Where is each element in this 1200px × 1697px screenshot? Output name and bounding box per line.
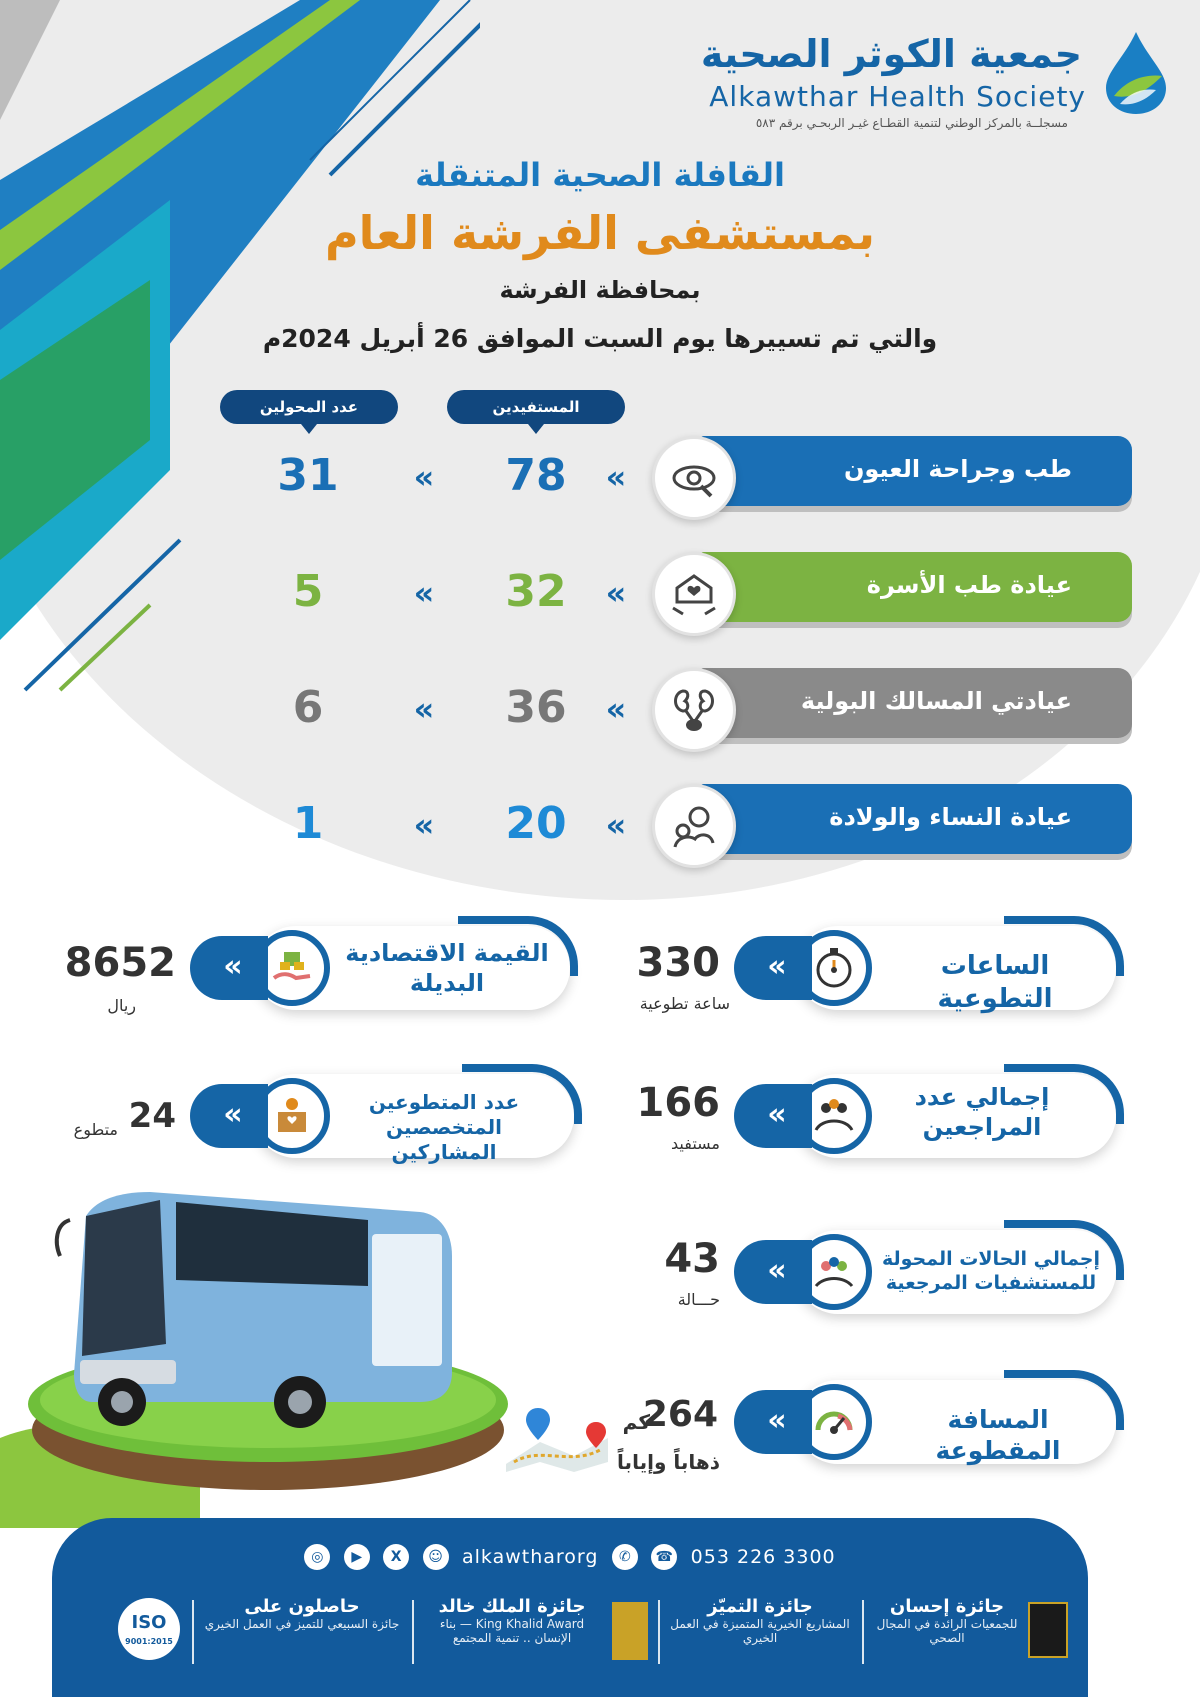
stat-unit-volunteer-hours: ساعة تطوعية bbox=[639, 994, 730, 1013]
clinic-bar-family bbox=[700, 552, 1132, 622]
title-caravan: القافلة الصحية المتنقلة bbox=[415, 156, 785, 194]
award-title: جائزة التميّز bbox=[707, 1596, 813, 1617]
stat-label-volunteer-hours: الساعات التطوعية bbox=[937, 951, 1053, 1014]
chevron-left-icon: « bbox=[190, 1084, 268, 1148]
clinic-referrals-value: 6 bbox=[292, 682, 324, 733]
clinic-name: عيادتي المسالك البولية bbox=[800, 687, 1072, 715]
iso-certification-badge bbox=[118, 1598, 180, 1660]
logo-english: Alkawthar Health Society bbox=[709, 80, 1086, 113]
phone-number[interactable]: 053 226 3300 bbox=[690, 1546, 836, 1568]
clinic-beneficiaries-value: 78 bbox=[505, 450, 567, 501]
social-handle[interactable]: alkawtharorg bbox=[461, 1546, 599, 1568]
divider bbox=[412, 1600, 414, 1664]
chevron-left-icon: « bbox=[734, 1390, 812, 1454]
stat-value-volunteers: 24 bbox=[128, 1096, 176, 1136]
snapchat-icon[interactable]: ☺ bbox=[423, 1544, 449, 1570]
chevron-left-icon: « bbox=[413, 690, 427, 728]
stat-value-distance: 264 bbox=[642, 1394, 718, 1435]
award-king-khalid bbox=[422, 1596, 602, 1645]
referrals-header bbox=[220, 390, 398, 424]
family-care-icon bbox=[652, 552, 736, 636]
award-subtitle: King Khalid Award — بناء الإنسان .. تنمية المجتمع bbox=[439, 1617, 585, 1645]
stat-unit-volunteers: متطوع bbox=[73, 1120, 118, 1139]
chevron-left-icon: « bbox=[605, 574, 619, 612]
stat-label-referred-cases: إجمالي الحالات المحولة للمستشفيات المرجعية bbox=[881, 1248, 1101, 1294]
award-subaie bbox=[202, 1596, 402, 1631]
divider bbox=[658, 1600, 660, 1664]
clinic-bar-eyes bbox=[700, 436, 1132, 506]
logo-registration: مسجلــة بالمركز الوطني لتنمية القطـاع غيـر الربحـي برقم ٥٨٣ bbox=[755, 116, 1068, 130]
chevron-left-icon: « bbox=[605, 806, 619, 844]
clinic-beneficiaries-value: 32 bbox=[505, 566, 567, 617]
stat-value-economic-value: 8652 bbox=[64, 940, 176, 986]
bus-illustration bbox=[0, 1176, 520, 1528]
title-governorate: بمحافظة الفرشة bbox=[499, 276, 701, 304]
stat-value-unit-distance: كم bbox=[622, 1410, 650, 1434]
clinic-beneficiaries-value: 36 bbox=[505, 682, 567, 733]
whatsapp-icon[interactable]: ✆ bbox=[612, 1544, 638, 1570]
clinic-referrals-value: 31 bbox=[277, 450, 339, 501]
logo-arabic: جمعية الكوثر الصحية bbox=[700, 32, 1082, 76]
eye-icon bbox=[652, 436, 736, 520]
x-icon[interactable]: X bbox=[383, 1544, 409, 1570]
chevron-left-icon: « bbox=[734, 936, 812, 1000]
stat-label-economic-value: القيمة الاقتصادية البديلة bbox=[345, 939, 549, 997]
youtube-icon[interactable]: ▶ bbox=[344, 1544, 370, 1570]
stat-value-total-visitors: 166 bbox=[636, 1080, 720, 1126]
stat-value-referred-cases: 43 bbox=[664, 1236, 720, 1282]
clinic-referrals-value: 1 bbox=[292, 798, 324, 849]
divider bbox=[862, 1600, 864, 1664]
clinic-name: عيادة طب الأسرة bbox=[866, 571, 1072, 599]
stat-unit-distance: ذهاباً وإياباً bbox=[617, 1450, 720, 1474]
chevron-left-icon: « bbox=[190, 936, 268, 1000]
stat-label-total-visitors: إجمالي عدد المراجعين bbox=[914, 1083, 1050, 1141]
iso-label: ISO bbox=[131, 1612, 167, 1633]
clinic-bar-obgyn bbox=[700, 784, 1132, 854]
beneficiaries-header-label: المستفيدين bbox=[492, 398, 580, 416]
king-khalid-award-logo bbox=[612, 1602, 648, 1660]
stat-label-volunteers: عدد المتطوعين المتخصصين المشاركين bbox=[368, 1090, 520, 1164]
instagram-icon[interactable]: ◎ bbox=[304, 1544, 330, 1570]
award-subtitle: للجمعيات الرائدة في المجال الصحي bbox=[876, 1617, 1018, 1645]
award-title: جائزة إحسان bbox=[889, 1596, 1005, 1617]
stat-unit-total-visitors: مستفيد bbox=[671, 1134, 720, 1153]
ihsan-award-logo bbox=[1028, 1602, 1068, 1658]
footer bbox=[52, 1518, 1088, 1697]
clinic-bar-urology bbox=[700, 668, 1132, 738]
chevron-left-icon: « bbox=[605, 690, 619, 728]
award-title: حاصلون على bbox=[244, 1596, 360, 1617]
chevron-left-icon: « bbox=[413, 458, 427, 496]
clinic-referrals-value: 5 bbox=[292, 566, 324, 617]
stat-value-volunteer-hours: 330 bbox=[636, 940, 720, 986]
clinic-beneficiaries-value: 20 bbox=[505, 798, 567, 849]
chevron-left-icon: « bbox=[413, 574, 427, 612]
title-hospital: بمستشفى الفرشة العام bbox=[324, 206, 876, 260]
stat-unit-economic-value: ريال bbox=[107, 996, 136, 1015]
iso-standard: 9001:2015 bbox=[125, 1637, 173, 1646]
mother-baby-icon bbox=[652, 784, 736, 868]
chevron-left-icon: « bbox=[605, 458, 619, 496]
chevron-left-icon: « bbox=[734, 1084, 812, 1148]
divider bbox=[192, 1600, 194, 1664]
chevron-left-icon: « bbox=[734, 1240, 812, 1304]
award-excellence bbox=[670, 1596, 850, 1645]
chevron-left-icon: « bbox=[413, 806, 427, 844]
contact-bar bbox=[52, 1544, 1088, 1570]
stat-label-distance: المسافة المقطوعة bbox=[935, 1405, 1061, 1466]
clinic-name: عيادة النساء والولادة bbox=[829, 803, 1072, 831]
drop-logo-icon bbox=[1100, 30, 1172, 116]
award-subtitle: المشاريع الخيرية المتميزة في العمل الخيري bbox=[670, 1617, 850, 1645]
kidney-icon bbox=[652, 668, 736, 752]
award-subtitle: جائزة السبيعي للتميز في العمل الخيري bbox=[204, 1617, 400, 1631]
award-title: جائزة الملك خالد bbox=[438, 1596, 586, 1617]
stat-unit-referred-cases: حـــالة bbox=[677, 1290, 720, 1309]
award-ihsan bbox=[872, 1596, 1022, 1645]
clinic-name: طب وجراحة العيون bbox=[843, 455, 1072, 483]
title-date: والتي تم تسييرها يوم السبت الموافق 26 أبريل 2024م bbox=[262, 324, 938, 353]
beneficiaries-header bbox=[447, 390, 625, 424]
phone-icon[interactable]: ☎ bbox=[651, 1544, 677, 1570]
referrals-header-label: عدد المحولين bbox=[259, 398, 359, 416]
